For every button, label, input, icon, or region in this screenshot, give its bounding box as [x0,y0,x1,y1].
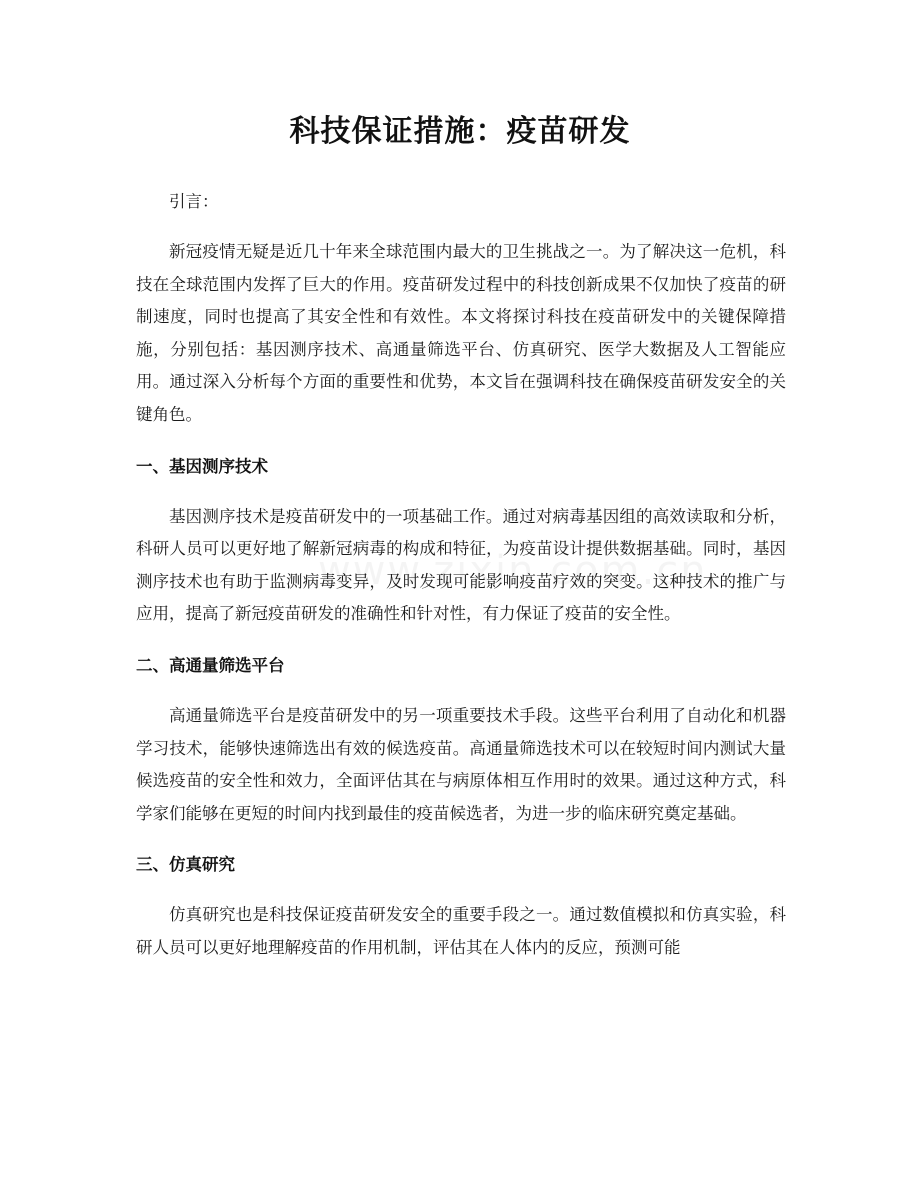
section-heading: 三、仿真研究 [136,855,235,875]
section-gene-sequencing [136,445,786,631]
section-paragraph: 仿真研究也是科技保证疫苗研发安全的重要手段之一。通过数值模拟和仿真实验，科研人员可以更好地理解疫苗的作用机制，评估其在人体内的反应，预测可能 [136,905,786,957]
section-high-throughput-screening [136,644,786,830]
section-heading: 二、高通量筛选平台 [136,655,285,675]
section-simulation-research [136,843,786,964]
document-body [136,180,786,965]
section-paragraph: 基因测序技术是疫苗研发中的一项基础工作。通过对病毒基因组的高效读取和分析，科研人员可以更好地了解新冠病毒的构成和特征，为疫苗设计提供数据基础。同时，基因测序技术也有助于监测病毒变异，及时发现可能影响疫苗疗效的突变。这种技术的推广与应用，提高了新冠疫苗研发的准确性和针对性，有力保证了疫苗的安全性。 [136,506,786,624]
section-heading: 一、基因测序技术 [136,456,268,476]
document-title: 科技保证措施：疫苗研发 [289,114,631,149]
intro-paragraph: 新冠疫情无疑是近几十年来全球范围内最大的卫生挑战之一。为了解决这一危机，科技在全球范围内发挥了巨大的作用。疫苗研发过程中的科技创新成果不仅加快了疫苗的研制速度，同时也提高了其安全性和有效性。本文将探讨科技在疫苗研发中的关键保障措施，分别包括：基因测序技术、高通量筛选平台、仿真研究、医学大数据及人工智能应用。通过深入分析每个方面的重要性和优势，本文旨在强调科技在确保疫苗研发安全的关键角色。 [136,242,786,424]
intro-label: 引言： [169,192,219,211]
section-paragraph: 高通量筛选平台是疫苗研发中的另一项重要技术手段。这些平台利用了自动化和机器学习技术，能够快速筛选出有效的候选疫苗。高通量筛选技术可以在较短时间内测试大量候选疫苗的安全性和效力，全面评估其在与病原体相互作用时的效果。通过这种方式，科学家们能够在更短的时间内找到最佳的疫苗候选者，为进一步的临床研究奠定基础。 [136,705,786,823]
